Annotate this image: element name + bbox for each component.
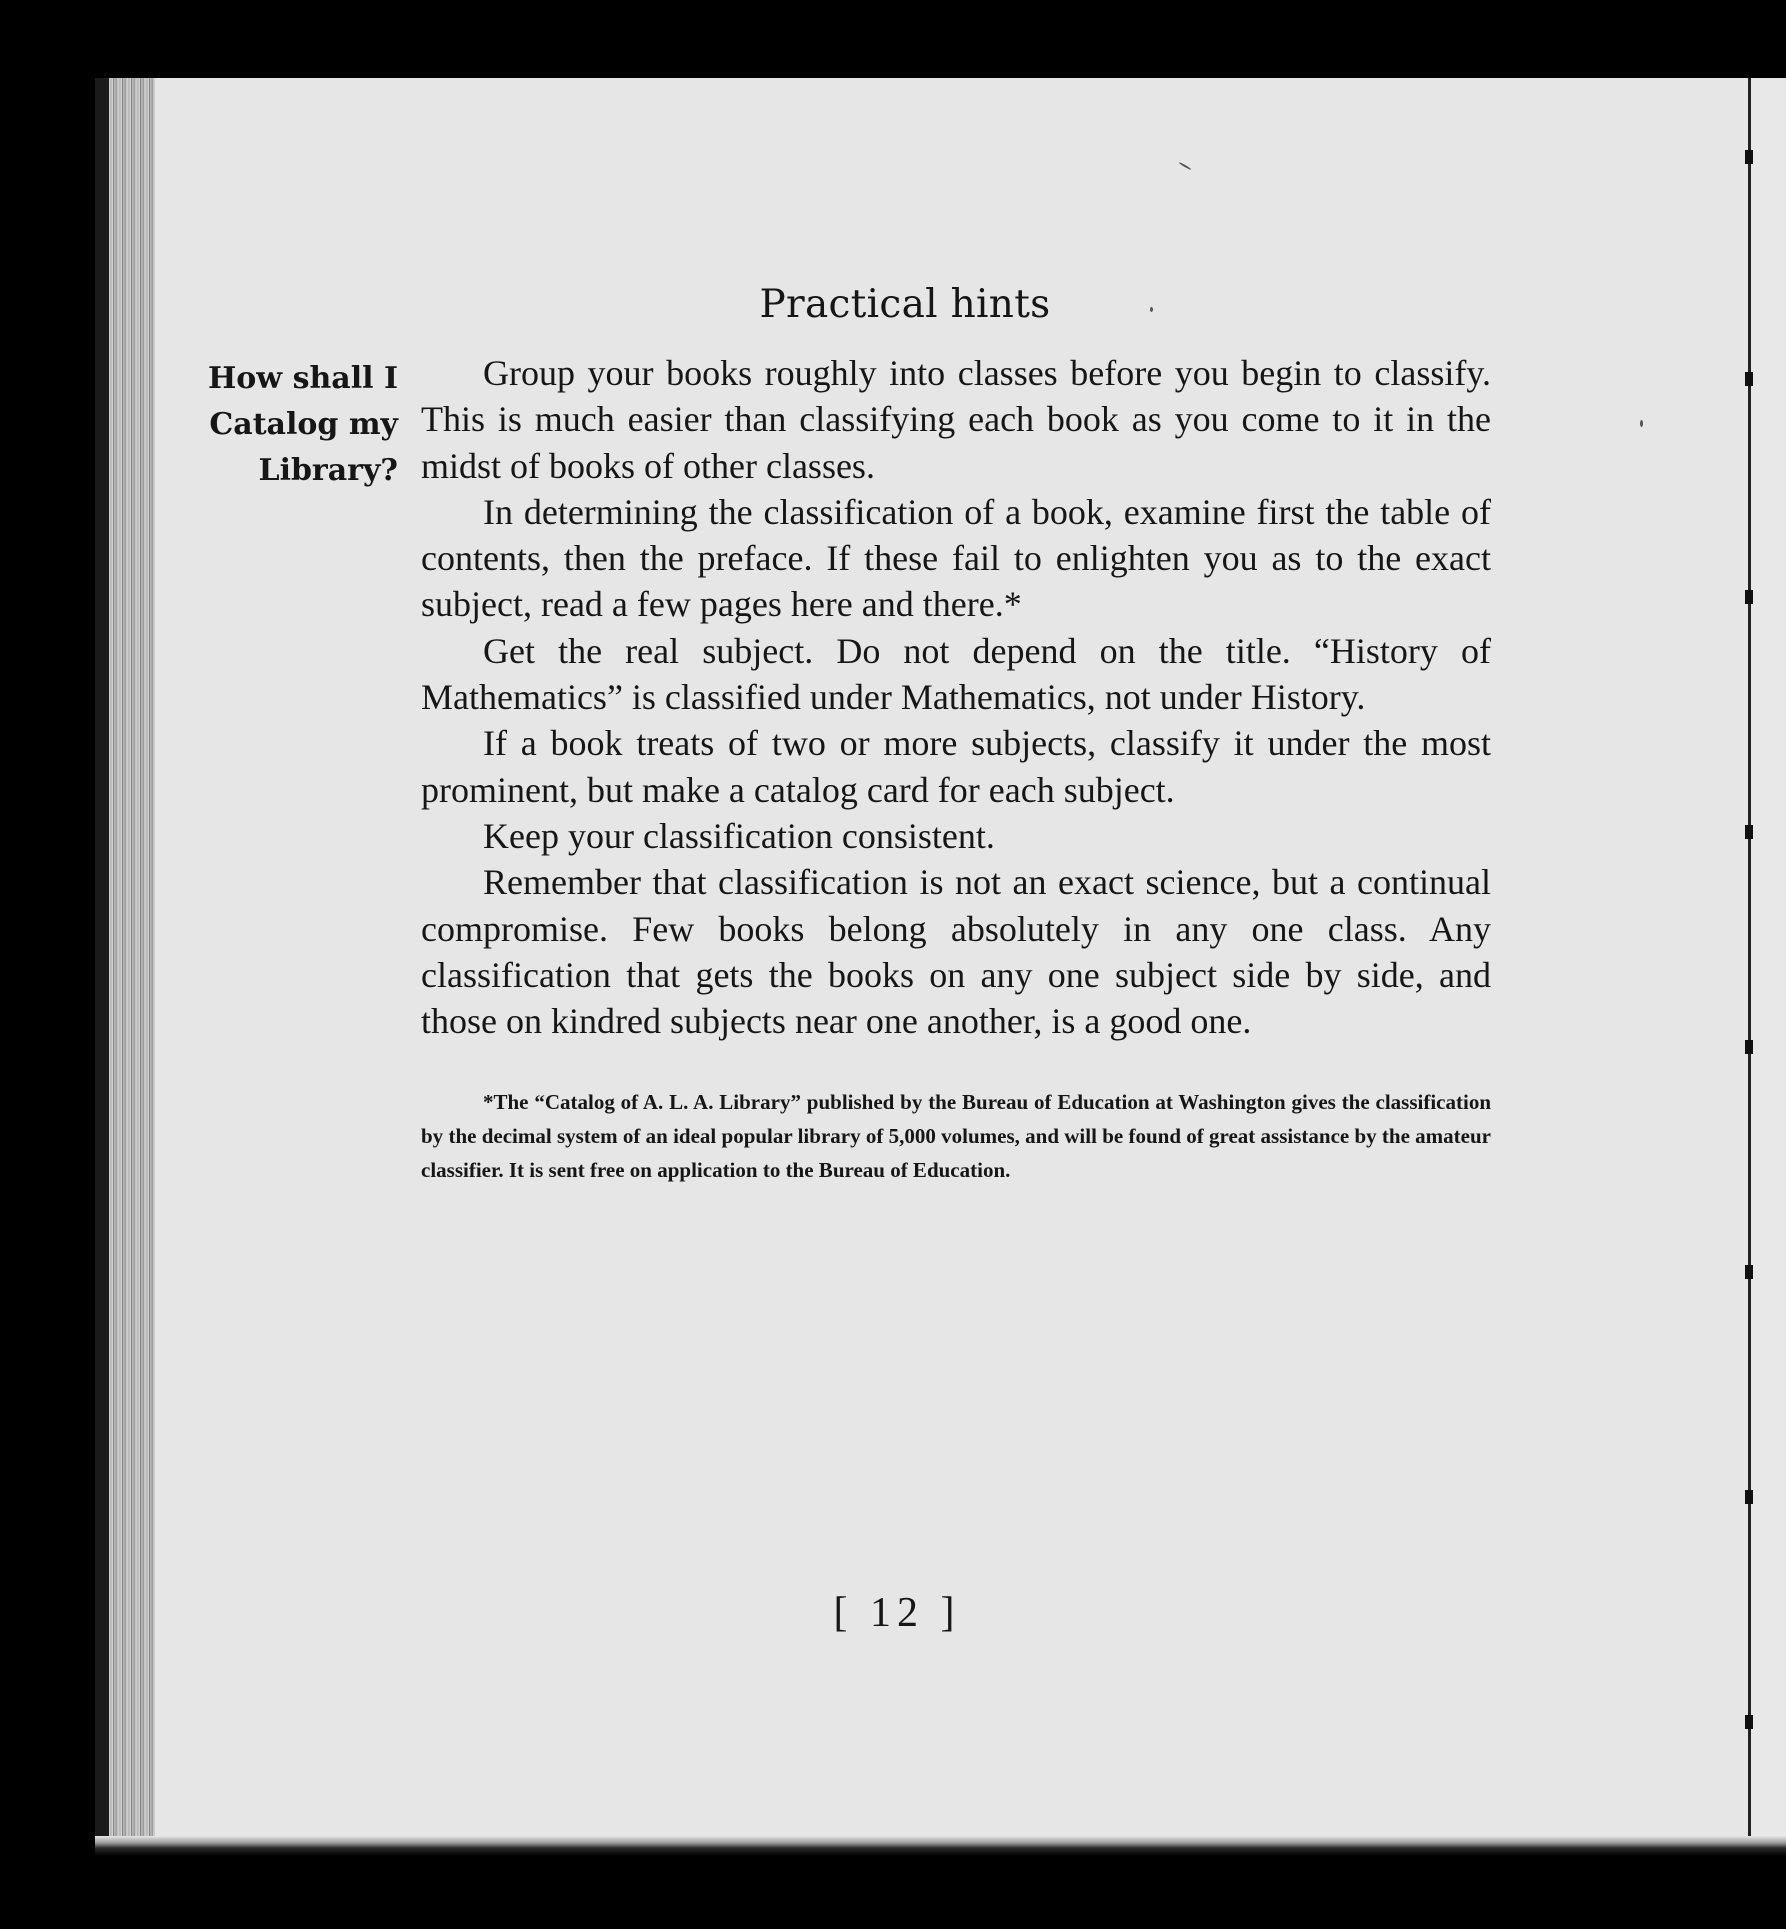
edge-mark: [1745, 1715, 1753, 1729]
margin-note: [140, 356, 398, 494]
margin-note-line: Library?: [258, 453, 398, 488]
edge-mark: [1745, 150, 1753, 164]
page-title: Practical hints: [759, 282, 1051, 327]
bottom-page-edge: [95, 1836, 1786, 1856]
paragraph: Keep your classification consistent.: [483, 815, 995, 856]
edge-mark: [1745, 825, 1753, 839]
edge-mark: [1745, 372, 1753, 386]
edge-mark: [1745, 1265, 1753, 1279]
footnote-text: *The “Catalog of A. L. A. Library” published by the Bureau of Education at Washington gives the classification by the decimal system of an ideal popular library of 5,000 volumes, and will be found of great assistance by the amateur classifier. It is sent free on application to the Bureau of Education.: [421, 1090, 1491, 1182]
body-text: [421, 350, 1491, 1044]
paragraph: Remember that classification is not an exact science, but a continual compromise. Few books belong absolutely in any one class. Any classification that gets the books on any one subject side by side, and those on kindred subjects near one another, is a good one.: [421, 862, 1491, 1042]
paragraph: If a book treats of two or more subjects, classify it under the most prominent, but make a catalog card for each subject.: [421, 723, 1491, 810]
edge-mark: [1745, 590, 1753, 604]
footnote: [421, 1085, 1491, 1187]
edge-mark: [1745, 1490, 1753, 1504]
page-number: [ 12 ]: [833, 1590, 961, 1636]
paragraph: In determining the classification of a book, examine first the table of contents, then the preface. If these fail to enlighten you as to the exact subject, read a few pages here and there.*: [421, 491, 1491, 625]
edge-mark: [1745, 1040, 1753, 1054]
paragraph: Group your books roughly into classes before you begin to classify. This is much easier than classifying each book as you come to it in the midst of books of other classes.: [421, 353, 1491, 486]
margin-note-line: How shall I: [207, 361, 398, 396]
paragraph: Get the real subject. Do not depend on the title. “History of Mathematics” is classified under Mathematics, not under History.: [421, 630, 1491, 718]
margin-note-line: Catalog my: [209, 407, 398, 442]
scan-speck: [1640, 420, 1643, 427]
